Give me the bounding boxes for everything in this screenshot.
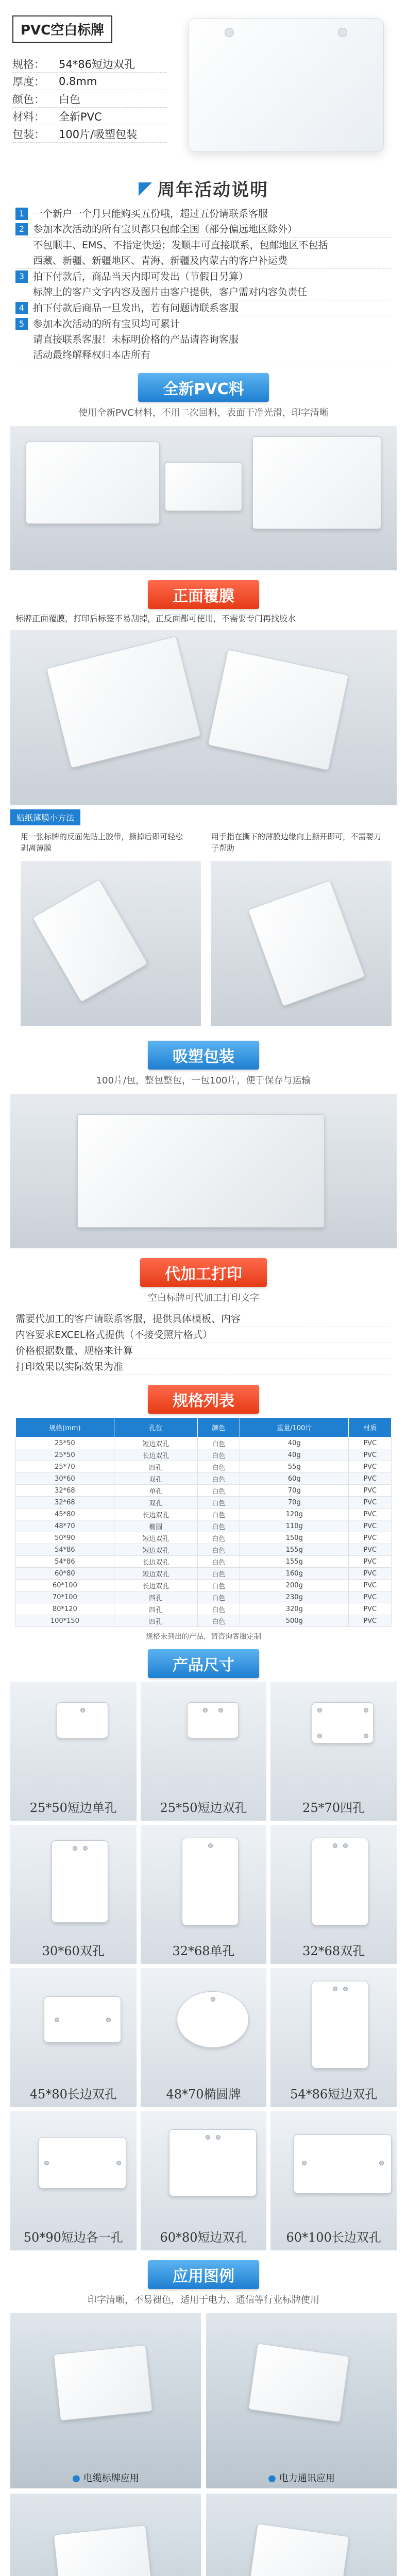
product-title: PVC空白标牌 — [12, 15, 112, 43]
table-cell: PVC — [349, 1580, 392, 1591]
table-cell: 白色 — [197, 1580, 240, 1591]
table-cell: 32*68 — [16, 1485, 114, 1497]
table-cell: PVC — [349, 1461, 392, 1473]
table-cell: 155g — [240, 1556, 349, 1568]
table-cell: 60g — [240, 1473, 349, 1485]
table-cell: 70*100 — [16, 1591, 114, 1603]
table-cell: 白色 — [197, 1473, 240, 1485]
table-cell: 白色 — [197, 1497, 240, 1509]
table-cell: PVC — [349, 1509, 392, 1520]
tag-image — [248, 2523, 349, 2576]
product-info — [12, 15, 167, 155]
product-label: 54*86短边双孔 — [290, 2087, 378, 2102]
table-cell: PVC — [349, 1568, 392, 1580]
section-oem-header: 代加工打印 — [0, 1255, 407, 1291]
table-cell: 白色 — [197, 1509, 240, 1520]
tag-image — [177, 1991, 249, 2048]
table-cell: 155g — [240, 1544, 349, 1556]
promo-item: 标牌上的客户文字内容及图片由客户提供，客户需对内容负责任 — [15, 284, 392, 300]
application-photo — [10, 2494, 201, 2576]
table-cell: PVC — [349, 1615, 392, 1627]
table-cell: 25*70 — [16, 1461, 114, 1473]
megaphone-icon: ◤ — [138, 178, 154, 198]
spec-table — [15, 1417, 392, 1627]
promo-item: 3 拍下付款后，商品当天内即可发出（节假日另算） — [15, 269, 392, 284]
table-row — [16, 1532, 392, 1544]
promo-item: 2 参加本次活动的所有宝贝都只包邮全国（部分偏远地区除外） — [15, 222, 392, 238]
table-cell: 55g — [240, 1461, 349, 1473]
table-cell: 白色 — [197, 1603, 240, 1615]
table-cell: 25*50 — [16, 1437, 114, 1449]
product-cell[interactable] — [10, 2111, 137, 2250]
table-cell: 70g — [240, 1497, 349, 1509]
table-row — [16, 1497, 392, 1509]
tag-image — [187, 1702, 239, 1738]
product-label: 60*100长边双孔 — [286, 2230, 381, 2245]
table-cell: 白色 — [197, 1568, 240, 1580]
table-cell: 短边双孔 — [114, 1544, 197, 1556]
hole-icon — [364, 1708, 368, 1713]
hole-icon — [338, 28, 347, 37]
peel-method-label: 贴纸薄膜小方法 — [10, 809, 80, 825]
table-cell: 白色 — [197, 1556, 240, 1568]
table-cell: 四孔 — [114, 1591, 197, 1603]
apps-desc: 印字清晰，不易褪色，适用于电力、通信等行业标牌使用 — [88, 2295, 319, 2306]
application-caption: ● 电缆标牌应用 — [10, 2471, 201, 2484]
table-cell: 60*100 — [16, 1580, 114, 1591]
hole-icon — [44, 2161, 49, 2165]
table-row — [16, 1461, 392, 1473]
table-row — [16, 1449, 392, 1461]
promo-item: 请直接联系客服！未标明价格的产品请咨询客服 — [33, 334, 239, 345]
hole-icon — [218, 1708, 223, 1713]
hole-icon — [80, 1708, 85, 1713]
tag-image — [57, 1702, 108, 1738]
table-cell: 54*86 — [16, 1556, 114, 1568]
product-label: 60*80短边双孔 — [160, 2230, 247, 2245]
table-cell: PVC — [349, 1497, 392, 1509]
spec-row: 厚度： 0.8mm — [12, 73, 167, 90]
hole-icon — [55, 2018, 59, 2022]
table-cell: 白色 — [197, 1461, 240, 1473]
promo-item: 活动最终解释权归本店所有 — [15, 347, 392, 363]
product-cell[interactable] — [10, 1968, 137, 2107]
product-label: 32*68单孔 — [172, 1944, 235, 1958]
section-apps-header: 应用图例 — [0, 2257, 407, 2293]
application-caption: ● 电力通讯应用 — [206, 2471, 397, 2484]
hole-icon — [208, 1843, 213, 1848]
pack-desc: 100片/包，整包整包，一包100片，便于保存与运输 — [96, 1075, 311, 1086]
table-cell: 25*50 — [16, 1449, 114, 1461]
promo-heading: ◤ 周年活动说明 — [138, 178, 269, 200]
product-cell[interactable] — [141, 1682, 267, 1821]
table-cell: 单孔 — [114, 1485, 197, 1497]
product-cell[interactable] — [10, 1682, 137, 1821]
table-row — [16, 1544, 392, 1556]
product-label: 48*70椭圆牌 — [166, 2087, 241, 2102]
table-row — [16, 1509, 392, 1520]
table-row — [16, 1615, 392, 1627]
table-cell: 54*86 — [16, 1544, 114, 1556]
tag-image — [52, 1840, 108, 1923]
table-row — [16, 1473, 392, 1485]
table-cell: 长边双孔 — [114, 1556, 197, 1568]
hole-icon — [364, 1734, 368, 1738]
product-cell[interactable] — [270, 1825, 397, 1964]
spec-row: 规格： 54*86短边双孔 — [12, 55, 167, 73]
hole-icon — [216, 2135, 221, 2140]
application-photo — [206, 2494, 397, 2576]
hole-icon — [343, 1843, 348, 1848]
film-photo — [10, 630, 397, 805]
product-photo — [177, 15, 395, 155]
material-desc: 使用全新PVC材料，不用二次回料，表面干净光滑，印字清晰 — [78, 408, 329, 418]
promo-item: 1 一个新户一个月只能购买五份哦，超过五份请联系客服 — [15, 206, 392, 222]
promo-item: 5 参加本次活动的所有宝贝均可累计 — [15, 316, 392, 332]
table-row — [16, 1485, 392, 1497]
table-cell: 200g — [240, 1580, 349, 1591]
tag-image — [208, 649, 349, 771]
oem-sub: 空白标牌可代加工打印文字 — [148, 1293, 259, 1303]
table-cell: 150g — [240, 1532, 349, 1544]
film-desc: 标牌正面覆膜，打印后标签不易刮掉，正反面都可使用，不需要专门再找胶水 — [15, 614, 296, 623]
table-cell: 短边双孔 — [114, 1532, 197, 1544]
table-cell: 白色 — [197, 1544, 240, 1556]
table-cell: 70g — [240, 1485, 349, 1497]
table-note: 规格未列出的产品，请咨询客服定制 — [146, 1633, 261, 1641]
blank-tag-image — [188, 18, 384, 152]
table-cell: 四孔 — [114, 1603, 197, 1615]
hole-icon — [317, 1734, 322, 1738]
tag-image — [169, 2129, 257, 2196]
hole-icon — [225, 28, 234, 37]
section-products-header: 产品尺寸 — [0, 1646, 407, 1682]
product-label: 25*50短边单孔 — [29, 1801, 117, 1815]
table-header-row: 规格(mm) 孔位 颜色 重量/100片 材质 — [16, 1418, 392, 1437]
section-film-header: 正面覆膜 — [0, 577, 407, 613]
table-cell: PVC — [349, 1603, 392, 1615]
tag-image — [39, 2137, 126, 2189]
product-label: 25*70四孔 — [302, 1801, 365, 1815]
table-cell: PVC — [349, 1591, 392, 1603]
table-cell: PVC — [349, 1437, 392, 1449]
hole-icon — [106, 2018, 111, 2022]
product-cell[interactable] — [141, 1968, 267, 2107]
spec-row: 材料： 全新PVC — [12, 108, 167, 125]
tag-image — [44, 1996, 121, 2043]
peel-method: 贴纸薄膜小方法 用一张标牌的反面先贴上胶带，撕掉后即可轻松剥离薄膜 用手指在撕下的薄膜边缘向上撕开即可，不需要刀子帮助 — [10, 809, 397, 1031]
printed-tag-image — [252, 436, 381, 529]
oem-list: 需要代加工的客户请联系客服，提供具体模板、内容 内容要求EXCEL格式提供（不接受照片格式） 价格根据数量、规格来计算 打印效果以实际效果为准 — [0, 1311, 407, 1375]
table-cell: PVC — [349, 1485, 392, 1497]
hole-icon — [116, 2161, 121, 2165]
printed-tag-image — [26, 442, 160, 524]
hole-icon — [317, 1708, 322, 1713]
table-cell: 白色 — [197, 1485, 240, 1497]
table-cell: PVC — [349, 1556, 392, 1568]
table-cell: 60*80 — [16, 1568, 114, 1580]
table-row — [16, 1591, 392, 1603]
table-row — [16, 1603, 392, 1615]
product-cell[interactable] — [141, 2111, 267, 2250]
table-cell: 32*68 — [16, 1497, 114, 1509]
table-cell: 白色 — [197, 1615, 240, 1627]
table-cell: 白色 — [197, 1591, 240, 1603]
table-cell: 230g — [240, 1591, 349, 1603]
application-photo — [10, 2313, 201, 2488]
hole-icon — [83, 1846, 88, 1851]
apps-grid — [0, 2313, 407, 2576]
table-cell: 四孔 — [114, 1461, 197, 1473]
product-cell[interactable] — [270, 1968, 397, 2107]
tag-image — [248, 2343, 349, 2422]
table-cell: 椭圆 — [114, 1520, 197, 1532]
table-cell: 110g — [240, 1520, 349, 1532]
table-cell: 长边双孔 — [114, 1580, 197, 1591]
table-cell: 48*70 — [16, 1520, 114, 1532]
table-cell: 白色 — [197, 1520, 240, 1532]
hole-icon — [333, 1843, 337, 1848]
product-label: 30*60双孔 — [42, 1944, 105, 1958]
table-cell: 50*90 — [16, 1532, 114, 1544]
application-photo — [206, 2313, 397, 2488]
promo-item: 不包顺丰、EMS、不指定快递；发顺丰可直接联系，包邮地区不包括 — [33, 240, 328, 251]
table-cell: 四孔 — [114, 1615, 197, 1627]
tag-image — [312, 1981, 368, 2069]
tag-image — [312, 1838, 368, 1925]
tag-image — [54, 2525, 153, 2576]
product-label: 25*50短边双孔 — [160, 1801, 247, 1815]
table-cell: 短边双孔 — [114, 1437, 197, 1449]
hole-icon — [343, 1987, 348, 1991]
table-row — [16, 1568, 392, 1580]
promo-item: 4 拍下付款后商品一旦发出，若有问题请联系客服 — [15, 300, 392, 316]
table-cell: PVC — [349, 1532, 392, 1544]
hole-icon — [206, 2135, 210, 2140]
product-header — [0, 0, 407, 170]
section-material-header: 全新PVC料 — [0, 369, 407, 405]
table-cell: PVC — [349, 1520, 392, 1532]
table-row — [16, 1520, 392, 1532]
spec-row: 包装： 100片/吸塑包装 — [12, 125, 167, 143]
table-cell: 100*150 — [16, 1615, 114, 1627]
section-pack-header: 吸塑包装 — [0, 1037, 407, 1073]
table-cell: 双孔 — [114, 1473, 197, 1485]
product-cell[interactable] — [270, 2111, 397, 2250]
product-cell[interactable] — [141, 1825, 267, 1964]
table-cell: 320g — [240, 1603, 349, 1615]
table-cell: 短边双孔 — [114, 1568, 197, 1580]
table-cell: 40g — [240, 1437, 349, 1449]
table-cell: PVC — [349, 1473, 392, 1485]
product-label: 50*90短边各一孔 — [23, 2230, 123, 2245]
promo-item: 西藏、新疆、新疆地区、青海、新疆及内蒙古的客户补运费 — [15, 253, 392, 269]
peel-step-photo — [211, 861, 392, 1026]
table-cell: 45*80 — [16, 1509, 114, 1520]
package-image — [77, 1114, 325, 1228]
table-cell: 80*120 — [16, 1603, 114, 1615]
tag-image — [312, 1702, 374, 1743]
table-cell: 长边双孔 — [114, 1449, 197, 1461]
hole-icon — [333, 1987, 337, 1991]
spec-row: 颜色： 白色 — [12, 90, 167, 108]
spec-table-body — [16, 1437, 392, 1627]
promo-list — [0, 206, 407, 363]
product-cell[interactable] — [10, 1825, 137, 1964]
hole-icon — [302, 2161, 307, 2165]
table-cell: PVC — [349, 1449, 392, 1461]
table-cell: 120g — [240, 1509, 349, 1520]
printed-tag-image — [165, 462, 242, 511]
table-row — [16, 1437, 392, 1449]
product-cell[interactable] — [270, 1682, 397, 1821]
product-label: 45*80长边双孔 — [29, 2087, 117, 2102]
tag-image — [46, 636, 201, 769]
hole-icon — [211, 1997, 215, 2002]
table-row — [16, 1556, 392, 1568]
material-photo — [10, 426, 397, 570]
table-cell: 长边双孔 — [114, 1509, 197, 1520]
table-cell: 500g — [240, 1615, 349, 1627]
table-cell: 40g — [240, 1449, 349, 1461]
product-label: 32*68双孔 — [302, 1944, 365, 1958]
table-cell: 白色 — [197, 1437, 240, 1449]
pack-photo — [10, 1094, 397, 1248]
table-cell: PVC — [349, 1544, 392, 1556]
table-cell: 白色 — [197, 1532, 240, 1544]
table-cell: 白色 — [197, 1449, 240, 1461]
table-cell: 30*60 — [16, 1473, 114, 1485]
table-cell: 双孔 — [114, 1497, 197, 1509]
section-spec-table-header: 规格列表 — [0, 1381, 407, 1417]
tag-image — [54, 2345, 153, 2421]
hole-icon — [203, 1708, 208, 1713]
hole-icon — [379, 2161, 384, 2165]
tag-image — [182, 1838, 239, 1925]
table-cell: 160g — [240, 1568, 349, 1580]
tag-image — [294, 2134, 392, 2194]
hole-icon — [73, 1846, 77, 1851]
peel-step-photo — [21, 861, 201, 1026]
table-row — [16, 1580, 392, 1591]
product-grid — [0, 1682, 407, 2250]
